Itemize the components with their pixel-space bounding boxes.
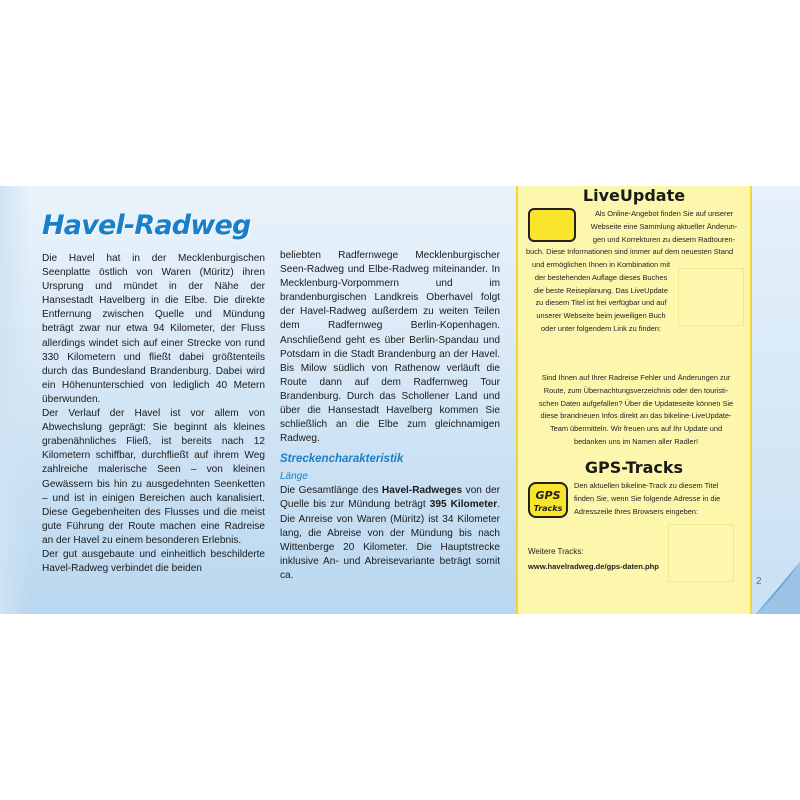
text-line: Adresszeile Ihres Browsers eingeben:: [574, 506, 699, 516]
section-heading: Streckencharakteristik: [280, 453, 404, 466]
page-margin: [752, 186, 800, 614]
page-title: Havel-Radweg: [42, 210, 251, 241]
text-column-2: [280, 249, 500, 583]
paragraph: Der gut ausgebaute und einheitlich beschilderte Havel-Radweg verbindet die beiden: [42, 548, 265, 575]
gps-badge-bottom-text: Tracks: [533, 504, 563, 513]
text-column-1: [42, 252, 265, 576]
text-line: bedanken uns im Namen aller Radler!: [573, 436, 699, 446]
text-line: buch. Diese Informationen sind immer auf dem neuesten Stand: [526, 247, 734, 256]
gps-tracks-title: GPS-Tracks: [584, 458, 684, 477]
page-curl-icon: [756, 562, 800, 614]
liveupdate-text-top: [580, 208, 748, 246]
gps-tracks-badge-icon: [528, 482, 568, 518]
text-line: unserer Webseite beim jeweiligen Buch: [536, 311, 666, 321]
text-line: der bestehenden Auflage dieses Buches: [534, 272, 668, 282]
text-line: gen und Korrekturen zu diesem Radtouren-: [592, 234, 736, 244]
more-tracks-label: Weitere Tracks:: [528, 547, 584, 556]
text-line: oder unter folgendem Link zu finden:: [541, 323, 661, 333]
liveupdate-text-wide: [526, 246, 748, 259]
paragraph: Der Verlauf der Havel ist vor allem von Abwechslung geprägt: Sie beginnt als kleines grabenähnliches Fließ, ist bereits nach 12 Kilometern schiffbar, durchfließt auf ihrem Weg zahlreiche malerische Seen – von kleinen Gewässern bis hin zu ausgedehnten Seenketten – und ist in einigen Bereichen auch kanalisiert. Diese Gegebenheiten des Flusses und die meist gute Führung der Route machen eine Radreise an der Havel zu einem besonderen Erlebnis.: [42, 408, 265, 546]
info-sidebar: [516, 186, 752, 614]
bold-span: Havel-Radweges: [381, 485, 463, 497]
bold-span: 395 Kilometer: [429, 499, 498, 511]
text-line: und ermöglichen Ihnen in Kombination mit: [531, 260, 671, 269]
liveupdate-title: LiveUpdate: [582, 186, 686, 205]
subsection-heading: Länge: [280, 471, 308, 483]
gps-badge-top-text: GPS: [535, 489, 561, 502]
text-line: Sind Ihnen auf Ihrer Radreise Fehler und Änderungen zur: [541, 373, 731, 382]
feedback-text: [524, 372, 748, 449]
qr-code-placeholder-icon: [678, 268, 744, 326]
text-line: finden Sie, wenn Sie folgende Adresse in die: [574, 493, 721, 503]
liveupdate-text-bottom: [526, 259, 676, 336]
text-line: diese brandneuen Infos direkt an das bikeline-LiveUpdate-: [540, 411, 732, 421]
text-span: . Die Anreise von Waren (Müritz) ist 34 Kilometer lang, die Abreise von der Mündung bis nach Wittenberge 20 Kilometer. Die Hauptstrecke inklusive An- und Abreisevariante beträgt somit ca.: [280, 499, 501, 581]
text-line: die beste Reiseplanung. Das LiveUpdate: [534, 285, 668, 295]
paragraph: Die Havel hat in der Mecklenburgischen Seenplatte östlich von Waren (Müritz) ihren Ursprung und mündet in der Nähe der Hansestadt Havelberg in die Elbe. Die direkte Entfernung zwischen Quelle und Mündung beträgt zwar nur etwa 94 Kilometer, der Fluss allerdings windet sich auf einer Strecke von rund 330 Kilometern und fließt dabei größtenteils durch das Bundesland Brandenburg. Dabei wird ein Höhenunterschied von lediglich 40 Metern überwunden.: [42, 253, 265, 405]
text-line: Webseite eine Sammlung aktueller Änderun-: [590, 221, 738, 231]
text-line: Route, zum Übernachtungsverzeichnis oder den touristi-: [543, 385, 729, 395]
text-line: Den aktuellen bikeline-Track zu diesem Titel: [574, 481, 719, 490]
paragraph: beliebten Radfernwege Mecklenburgischer Seen-Radweg und Elbe-Radweg miteinander. In Mecklenburg-Vorpommern und im brandenburgischen Landkreis Oberhavel folgt der Havel-Radweg außerdem zu weiten Teilen dem Radfernweg Berlin-Kopenhagen. Anschließend geht es über Berlin-Spandau und Potsdam in die Stadt Brandenburg an der Havel. Bis Milow südlich von Rathenow verläuft die Route dann auf dem Radfernweg Tour Brandenburg. Durch das Schollener Land und über die Hansestadt Havelberg kommen Sie schließlich an die Elbe zum gleichnamigen Radweg.: [280, 250, 500, 445]
text-line: Team übermitteln. Wir freuen uns auf Ihr Update und: [549, 424, 723, 434]
qr-code-placeholder-icon: [668, 524, 734, 582]
text-line: zu diesem Titel ist frei verfügbar und auf: [535, 298, 667, 308]
text-span: von der Quelle bis zur Mündung beträgt: [280, 485, 500, 511]
paragraph-length: [280, 484, 500, 583]
text-line: Als Online-Angebot finden Sie auf unserer: [594, 209, 734, 218]
gps-text: [574, 480, 744, 518]
more-tracks-link[interactable]: www.havelradweg.de/gps-daten.php: [528, 562, 659, 571]
page-number: 2: [756, 576, 762, 587]
book-page: [0, 186, 800, 614]
text-span: Die Gesamtlänge des: [280, 485, 382, 497]
text-line: schen Daten aufgefallen? Über die Updateseite können Sie: [538, 398, 734, 408]
liveupdate-logo-icon: [528, 208, 576, 242]
